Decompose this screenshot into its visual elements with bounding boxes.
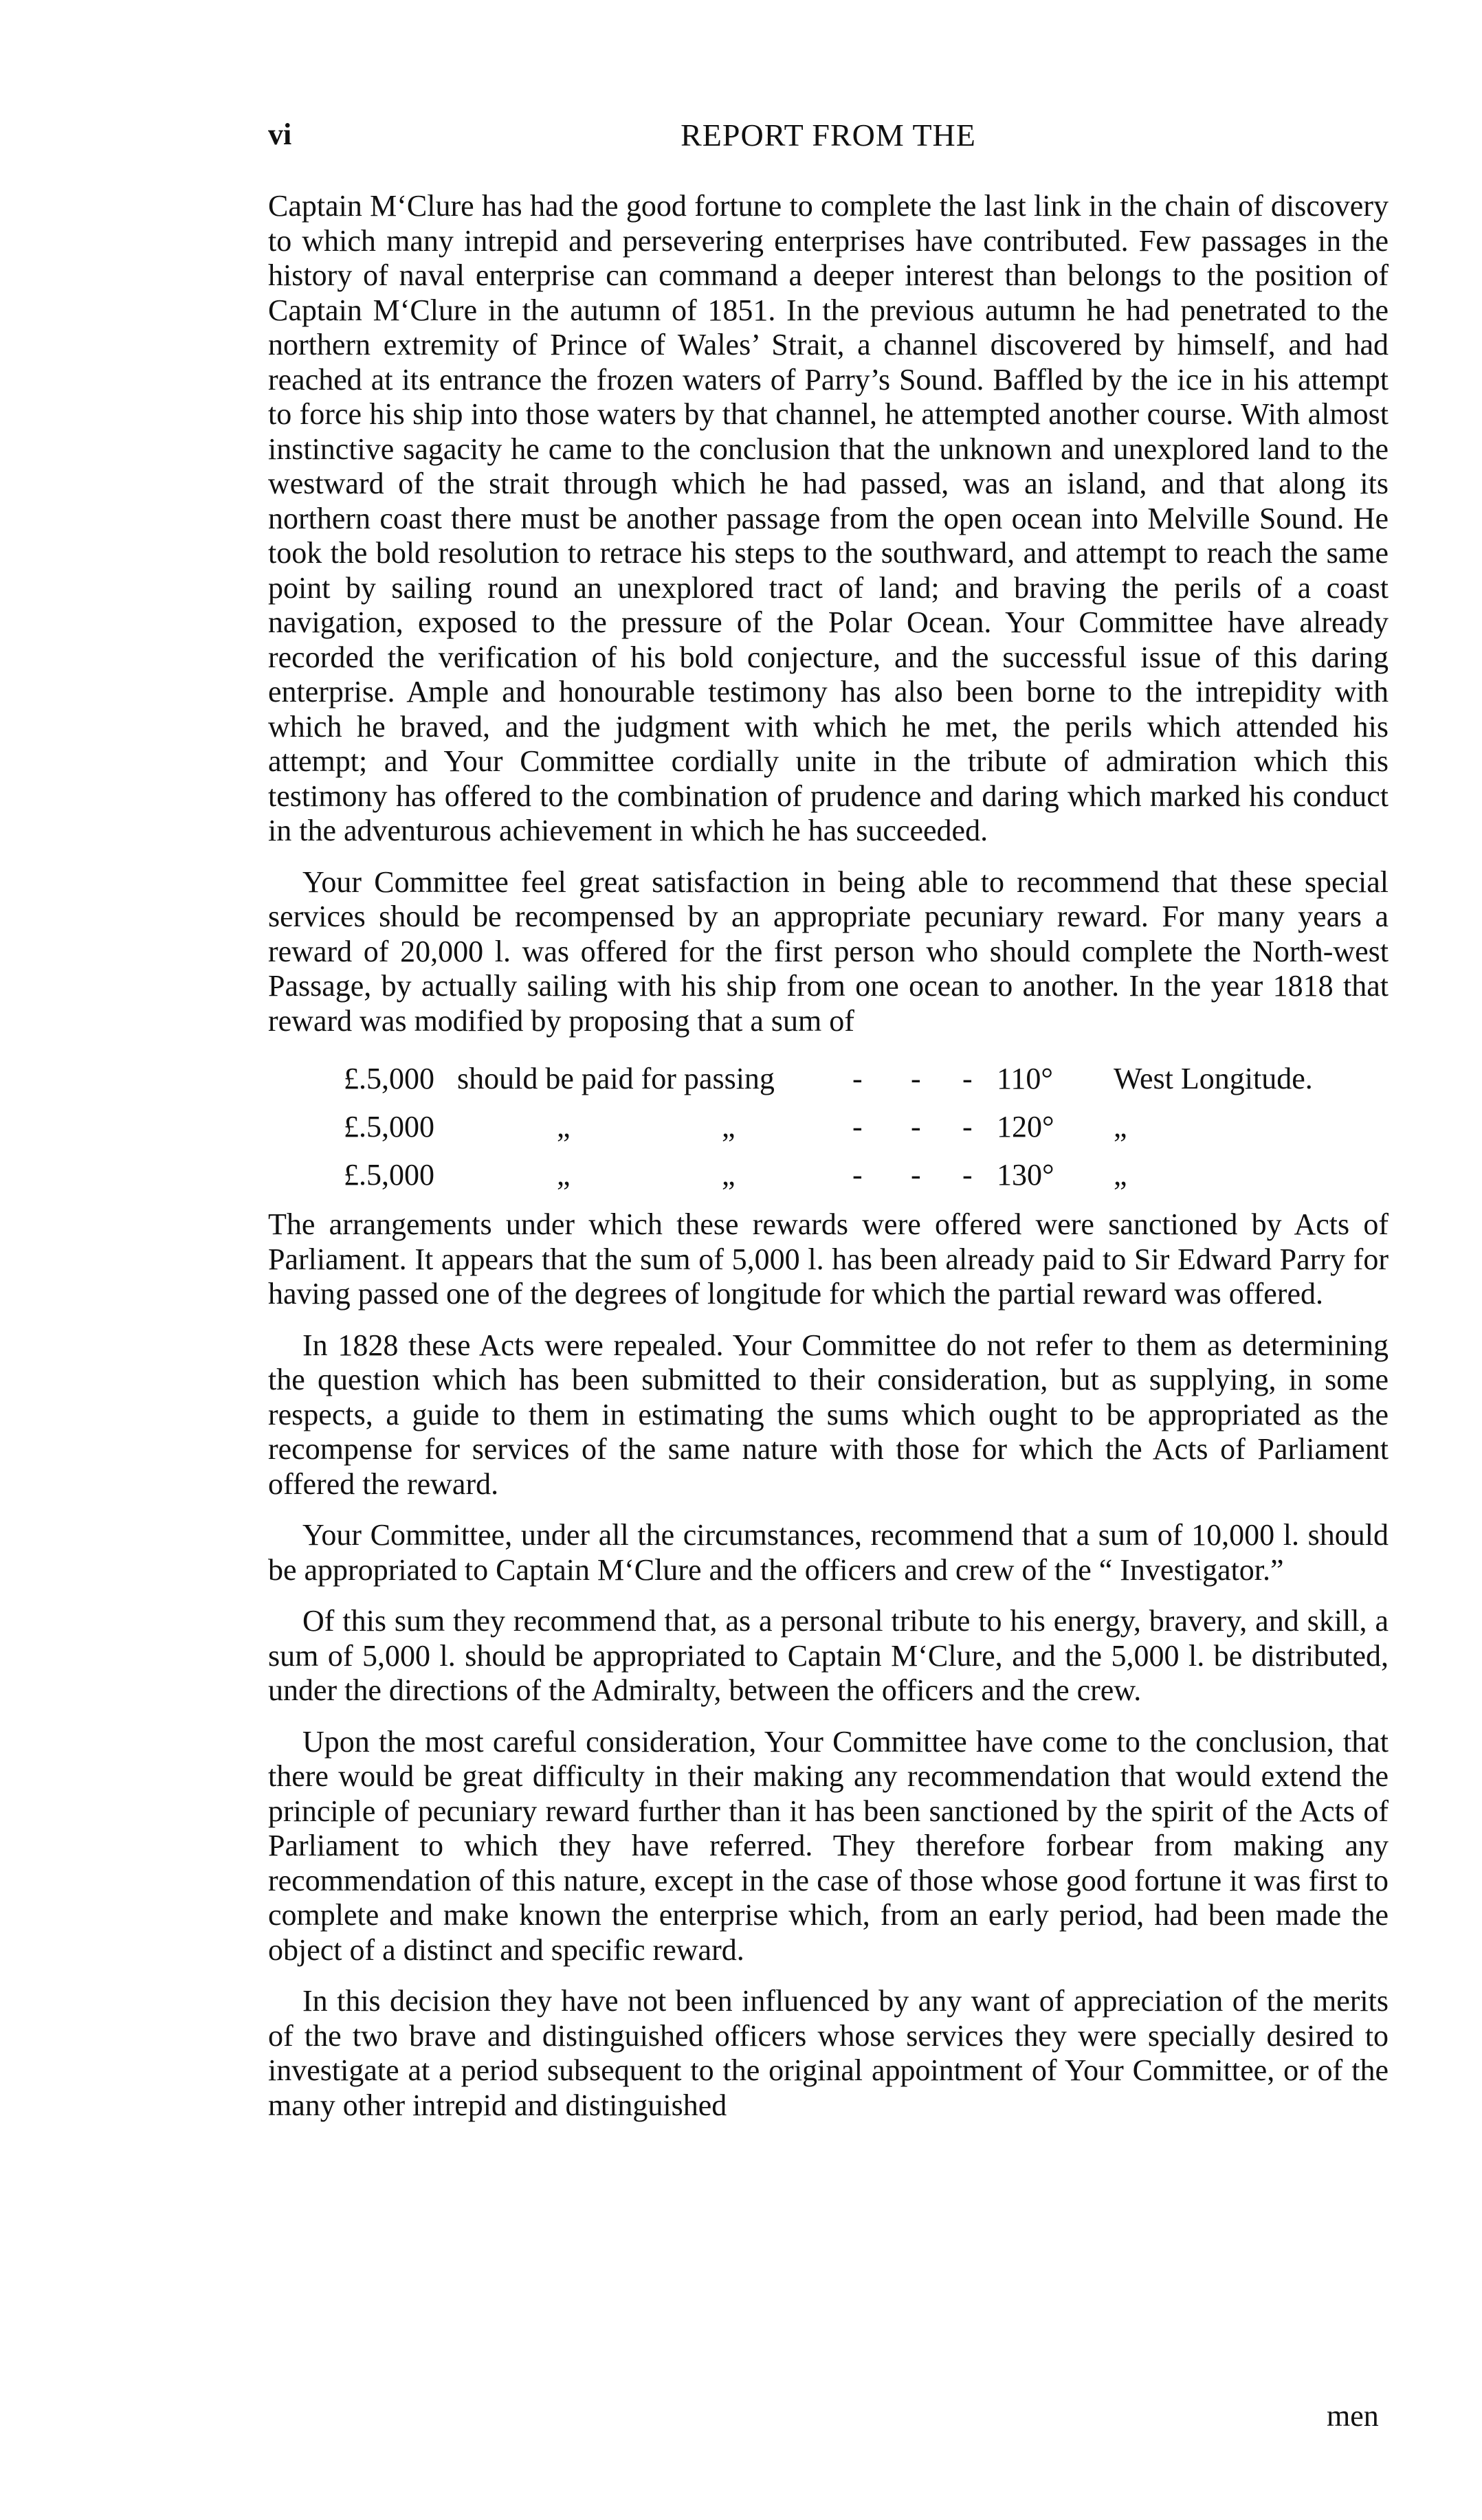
paragraph-decision: In this decision they have not been influenced by any want of appreciation of the merits of the two brave and distinguished officers whose services they were specially desired to investigate at a period subsequent to the original appointment of Your Committee, or of the many other intrepid and distinguished: [268, 1984, 1389, 2122]
paragraph-mclure-achievement: Captain M‘Clure has had the good fortune to complete the last link in the chain of discovery to which many intrepid and persevering enterprises have contributed. Few passages in the history of naval enterprise can command a deeper interest than belongs to the position of Captain M‘Clure in the autumn of 1851. In the previous autumn he had penetrated to the northern extremity of Prince of Wales’ Strait, a channel discovered by himself, and had reached at its entrance the frozen waters of Parry’s Sound. Baffled by the ice in his attempt to force his ship into those waters by that channel, he attempted another course. With almost instinctive sagacity he came to the conclusion that the unknown and unexplored land to the westward of the strait through which he had passed, was an island, and that along its northern coast there must be another passage from the open ocean into Melville Sound. He took the bold resolution to retrace his steps to the southward, and attempt to reach the same point by sailing round an unexplored tract of land; and braving the perils of a coast navigation, exposed to the pressure of the Polar Ocean. Your Committee have already recorded the verification of his bold conjecture, and the successful issue of this daring enterprise. Ample and honourable testimony has also been borne to the intrepidity with which he braved, and the judgment with which he met, the perils which attended his attempt; and Your Committee cordially unite in the tribute of admiration which this testimony has offered to the combination of prudence and daring which marked his conduct in the adventurous achievement in which he has succeeded.: [268, 189, 1389, 847]
ditto-mark: „: [1114, 1158, 1127, 1192]
paragraph-acts-of-parliament: The arrangements under which these rewards were offered were sanctioned by Acts of Parliament. It appears that the sum of 5,000 l. has been already paid to Sir Edward Parry for having passed one of the degrees of longitude for which the partial reward was offered.: [268, 1207, 1389, 1311]
leader-dash: -: [911, 1110, 921, 1144]
reward-degree: 110°: [997, 1062, 1053, 1095]
ditto-mark: „: [557, 1158, 571, 1192]
reward-row: [268, 1103, 1389, 1151]
reward-amount: £.5,000: [344, 1062, 434, 1095]
leader-dash: -: [911, 1062, 921, 1095]
paragraph-distribution: Of this sum they recommend that, as a personal tribute to his energy, bravery, and skill, a sum of 5,000 l. should be appropriated to Captain M‘Clure, and the 5,000 l. be distributed, under the directions of the Admiralty, between the officers and the crew.: [268, 1604, 1389, 1707]
leader-dash: -: [962, 1062, 973, 1095]
paragraph-recommendation: Your Committee, under all the circumstances, recommend that a sum of 10,000 l. should be appropriated to Captain M‘Clure and the officers and crew of the “ Investigator.”: [268, 1518, 1389, 1587]
running-title: REPORT FROM THE: [681, 118, 976, 153]
page-header: [268, 117, 1389, 165]
page-number: vi: [268, 118, 292, 151]
reward-row: [268, 1055, 1389, 1103]
reward-degree: 120°: [997, 1110, 1054, 1144]
catchword: men: [1327, 2399, 1379, 2433]
paragraph-reward-history: Your Committee feel great satisfaction in being able to recommend that these special services should be recompensed by an appropriate pecuniary reward. For many years a reward of 20,000 l. was offered for the first person who should complete the North-west Passage, by actually sailing with his ship from one ocean to another. In the year 1818 that reward was modified by proposing that a sum of: [268, 865, 1389, 1038]
reward-degree: 130°: [997, 1158, 1054, 1192]
leader-dash: -: [852, 1062, 863, 1095]
leader-dash: -: [911, 1158, 921, 1192]
ditto-mark: „: [722, 1158, 736, 1192]
leader-dash: -: [962, 1158, 973, 1192]
reward-amount: £.5,000: [344, 1158, 434, 1192]
leader-dash: -: [962, 1110, 973, 1144]
ditto-mark: „: [557, 1110, 571, 1144]
reward-longitude: West Longitude.: [1114, 1062, 1313, 1095]
reward-row: [268, 1151, 1389, 1199]
reward-amount: £.5,000: [344, 1110, 434, 1144]
leader-dash: -: [852, 1110, 863, 1144]
paragraph-acts-repealed: In 1828 these Acts were repealed. Your Committee do not refer to them as determining the question which has been submitted to their consideration, but as supplying, in some respects, a guide to them in estimating the sums which ought to be appropriated as the recompense for services of the same nature with those for which the Acts of Parliament offered the reward.: [268, 1328, 1389, 1501]
paragraph-consideration: Upon the most careful consideration, Your Committee have come to the conclusion, that there would be great difficulty in their making any recommendation that would extend the principle of pecuniary reward further than it has been sanctioned by the spirit of the Acts of Parliament to which they have referred. They therefore forbear from making any recommendation of this nature, except in the case of those whose good fortune it was first to complete and make known the enterprise which, from an early period, had been made the object of a distinct and specific reward.: [268, 1724, 1389, 1967]
ditto-mark: „: [722, 1110, 736, 1144]
ditto-mark: „: [1114, 1110, 1127, 1144]
leader-dash: -: [852, 1158, 863, 1192]
reward-schedule: [268, 1055, 1389, 1199]
report-body: [268, 189, 1389, 2139]
reward-description: should be paid for passing: [457, 1062, 775, 1095]
